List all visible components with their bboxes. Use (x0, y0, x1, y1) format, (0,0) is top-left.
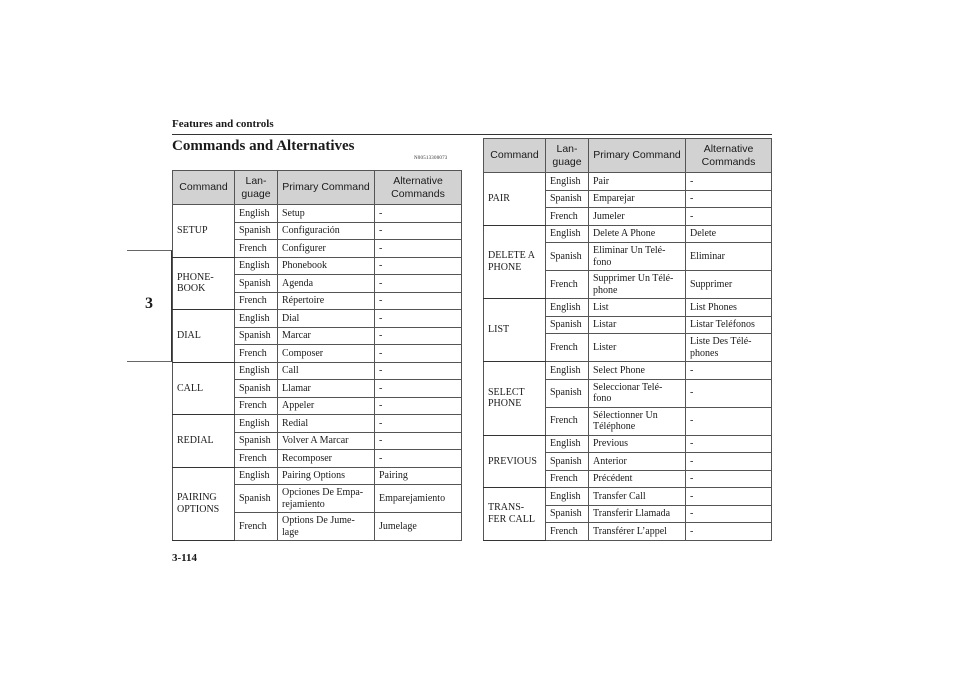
alternative-command-cell: Jumelage (375, 513, 462, 541)
command-cell: CALL (173, 362, 235, 415)
alternative-command-cell: - (686, 362, 772, 380)
commands-table-right (483, 138, 772, 541)
header-primary-command: Primary Command (589, 139, 686, 173)
alternative-command-cell: - (375, 415, 462, 433)
primary-command-cell: Supprimer Un Télé- phone (589, 271, 686, 299)
chapter-tab (127, 250, 172, 362)
language-cell: Spanish (546, 379, 589, 407)
alternative-command-cell: Pairing (375, 467, 462, 485)
language-cell: French (235, 345, 278, 363)
header-primary-command: Primary Command (278, 171, 375, 205)
primary-command-cell: Options De Jume- lage (278, 513, 375, 541)
primary-command-cell: Select Phone (589, 362, 686, 380)
alternative-command-cell: - (375, 450, 462, 468)
primary-command-cell: Redial (278, 415, 375, 433)
language-cell: French (235, 292, 278, 310)
table-row (484, 488, 772, 506)
command-cell: PHONE- BOOK (173, 257, 235, 310)
primary-command-cell: Eliminar Un Telé- fono (589, 243, 686, 271)
alternative-command-cell: Supprimer (686, 271, 772, 299)
alternative-command-cell: - (686, 208, 772, 226)
primary-command-cell: Emparejar (589, 190, 686, 208)
alternative-command-cell: - (686, 190, 772, 208)
language-cell: English (546, 225, 589, 243)
language-cell: English (235, 205, 278, 223)
alternative-command-cell: - (686, 470, 772, 488)
primary-command-cell: Sélectionner Un Téléphone (589, 407, 686, 435)
alternative-command-cell: Liste Des Télé- phones (686, 334, 772, 362)
primary-command-cell: Appeler (278, 397, 375, 415)
language-cell: Spanish (546, 316, 589, 334)
language-cell: English (235, 415, 278, 433)
language-cell: Spanish (546, 243, 589, 271)
alternative-command-cell: - (375, 222, 462, 240)
primary-command-cell: Llamar (278, 380, 375, 398)
language-cell: French (546, 407, 589, 435)
alternative-command-cell: - (375, 240, 462, 258)
primary-command-cell: Delete A Phone (589, 225, 686, 243)
alternative-command-cell: - (375, 327, 462, 345)
command-cell: REDIAL (173, 415, 235, 468)
language-cell: English (546, 435, 589, 453)
table-row (484, 225, 772, 243)
header-language: Lan- guage (546, 139, 589, 173)
primary-command-cell: Précédent (589, 470, 686, 488)
language-cell: Spanish (546, 505, 589, 523)
primary-command-cell: Opciones De Empa- rejamiento (278, 485, 375, 513)
language-cell: Spanish (546, 453, 589, 471)
section-header: Features and controls (172, 118, 274, 130)
primary-command-cell: Jumeler (589, 208, 686, 226)
command-cell: LIST (484, 299, 546, 362)
language-cell: French (546, 470, 589, 488)
language-cell: Spanish (546, 190, 589, 208)
alternative-command-cell: - (686, 488, 772, 506)
command-cell: SELECT PHONE (484, 362, 546, 436)
language-cell: French (546, 208, 589, 226)
language-cell: Spanish (235, 380, 278, 398)
language-cell: French (235, 397, 278, 415)
table-row (484, 299, 772, 317)
primary-command-cell: Volver A Marcar (278, 432, 375, 450)
table-row (484, 173, 772, 191)
header-language: Lan- guage (235, 171, 278, 205)
alternative-command-cell: - (375, 380, 462, 398)
language-cell: English (546, 299, 589, 317)
command-cell: TRANS- FER CALL (484, 488, 546, 541)
alternative-command-cell: - (686, 173, 772, 191)
alternative-command-cell: Eliminar (686, 243, 772, 271)
alternative-command-cell: - (686, 505, 772, 523)
language-cell: Spanish (235, 485, 278, 513)
table-row (173, 467, 462, 485)
alternative-command-cell: - (375, 275, 462, 293)
primary-command-cell: Setup (278, 205, 375, 223)
alternative-command-cell: - (686, 453, 772, 471)
alternative-command-cell: - (686, 379, 772, 407)
primary-command-cell: Pair (589, 173, 686, 191)
language-cell: English (235, 467, 278, 485)
command-cell: DIAL (173, 310, 235, 363)
primary-command-cell: Transfer Call (589, 488, 686, 506)
command-cell: PAIR (484, 173, 546, 226)
language-cell: English (546, 362, 589, 380)
language-cell: French (546, 334, 589, 362)
table-row (484, 362, 772, 380)
table-row (484, 435, 772, 453)
alternative-command-cell: Listar Teléfonos (686, 316, 772, 334)
command-cell: DELETE A PHONE (484, 225, 546, 299)
primary-command-cell: Transférer L’appel (589, 523, 686, 541)
page-number: 3-114 (172, 552, 198, 564)
table-row (173, 415, 462, 433)
primary-command-cell: Call (278, 362, 375, 380)
reference-code: N00513300073 (414, 156, 448, 161)
command-cell: PREVIOUS (484, 435, 546, 488)
alternative-command-cell: Delete (686, 225, 772, 243)
table-row (173, 257, 462, 275)
primary-command-cell: Anterior (589, 453, 686, 471)
language-cell: English (235, 310, 278, 328)
language-cell: French (235, 450, 278, 468)
alternative-command-cell: Emparejamiento (375, 485, 462, 513)
language-cell: French (235, 513, 278, 541)
commands-table-left (172, 170, 462, 541)
alternative-command-cell: - (375, 205, 462, 223)
language-cell: English (546, 488, 589, 506)
language-cell: English (546, 173, 589, 191)
chapter-number: 3 (145, 295, 153, 312)
primary-command-cell: Agenda (278, 275, 375, 293)
header-command: Command (173, 171, 235, 205)
alternative-command-cell: - (686, 407, 772, 435)
header-rule (172, 134, 772, 135)
alternative-command-cell: - (375, 292, 462, 310)
header-alternative-commands: Alternative Commands (686, 139, 772, 173)
language-cell: Spanish (235, 327, 278, 345)
table-row (173, 362, 462, 380)
alternative-command-cell: - (375, 257, 462, 275)
alternative-command-cell: - (375, 397, 462, 415)
primary-command-cell: Configuración (278, 222, 375, 240)
primary-command-cell: Lister (589, 334, 686, 362)
primary-command-cell: Previous (589, 435, 686, 453)
table-row (173, 310, 462, 328)
language-cell: Spanish (235, 275, 278, 293)
alternative-command-cell: - (375, 362, 462, 380)
primary-command-cell: Pairing Options (278, 467, 375, 485)
header-command: Command (484, 139, 546, 173)
primary-command-cell: Listar (589, 316, 686, 334)
page-title: Commands and Alternatives (172, 138, 355, 154)
primary-command-cell: Recomposer (278, 450, 375, 468)
alternative-command-cell: - (375, 310, 462, 328)
alternative-command-cell: - (686, 523, 772, 541)
header-alternative-commands: Alternative Commands (375, 171, 462, 205)
primary-command-cell: List (589, 299, 686, 317)
alternative-command-cell: List Phones (686, 299, 772, 317)
primary-command-cell: Seleccionar Telé- fono (589, 379, 686, 407)
primary-command-cell: Dial (278, 310, 375, 328)
command-cell: PAIRING OPTIONS (173, 467, 235, 541)
primary-command-cell: Répertoire (278, 292, 375, 310)
language-cell: French (546, 523, 589, 541)
primary-command-cell: Composer (278, 345, 375, 363)
primary-command-cell: Phonebook (278, 257, 375, 275)
alternative-command-cell: - (375, 432, 462, 450)
primary-command-cell: Marcar (278, 327, 375, 345)
command-cell: SETUP (173, 205, 235, 258)
primary-command-cell: Configurer (278, 240, 375, 258)
table-row (173, 205, 462, 223)
language-cell: English (235, 362, 278, 380)
language-cell: English (235, 257, 278, 275)
primary-command-cell: Transferir Llamada (589, 505, 686, 523)
language-cell: Spanish (235, 432, 278, 450)
alternative-command-cell: - (686, 435, 772, 453)
language-cell: Spanish (235, 222, 278, 240)
language-cell: French (546, 271, 589, 299)
alternative-command-cell: - (375, 345, 462, 363)
language-cell: French (235, 240, 278, 258)
